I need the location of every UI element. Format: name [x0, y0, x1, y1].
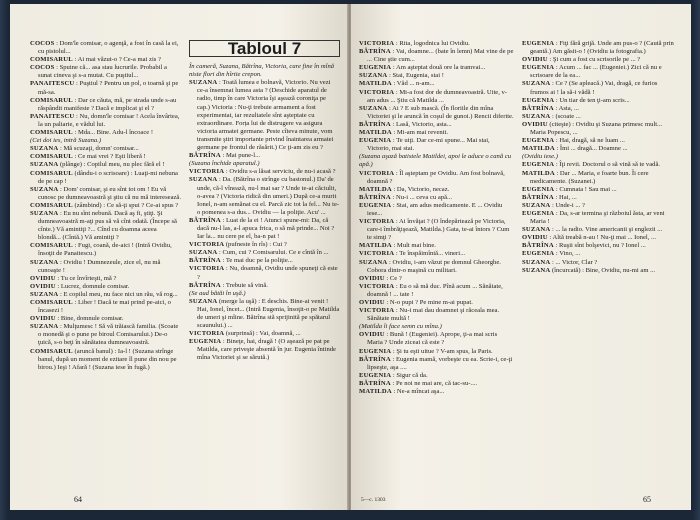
dialogue-text: : Îmi ... dragă... Doamne ... — [556, 145, 628, 153]
dialogue-text: (surprinsă) : Vai, doamnă, ... — [225, 330, 301, 338]
speaker-name: BĂTRÎNA — [359, 379, 391, 387]
dialogue-text: : Stai, Eugenia, stai ! — [388, 72, 444, 80]
dialogue-text: : Hai, ... — [555, 193, 577, 201]
speaker-name: BĂTRÎNA — [189, 152, 221, 160]
dialogue-text: : Spuine că... asa stau lucrurile. Probabil a sunat cineva şi s-a mutat. Cu puştiul... — [38, 64, 167, 80]
speaker-name: MATILDA — [359, 388, 392, 396]
dialogue-line — [359, 380, 514, 388]
speaker-name: SUZANA — [30, 161, 59, 169]
stage-direction: (Se aud bătăi în uşă.) — [189, 289, 246, 297]
dialogue-text: : Rita, logodnica lui Ovidiu. — [395, 40, 470, 47]
dialogue-text: : Pe noi ne mai are, că tac-su-.... — [392, 379, 478, 387]
dialogue-line — [359, 372, 514, 380]
dialogue-text: : Un tiar de ten ţi-am scris... — [555, 96, 630, 104]
speaker-name: COMISARUL — [30, 169, 73, 177]
dialogue-line — [522, 64, 677, 80]
dialogue-text: : Acum ... fac ... (Eugeniei.) Zici că nu e scrisoare de la ea... — [530, 64, 662, 80]
speaker-name: MATILDA — [522, 145, 555, 153]
dialogue-text: : Liber ! Dacă te mai prind pe-aici, o încasezi ! — [38, 299, 171, 315]
dialogue-text: (dându-i o scrisoare) : Luaţi-mi nebuna de pe cap ! — [38, 169, 178, 185]
speaker-name: EUGENIA — [522, 209, 555, 217]
speaker-name: COMISARUL — [30, 56, 73, 64]
speaker-name: OVIDIU — [359, 331, 385, 339]
dialogue-text: : ... Victor, Clar ? — [551, 258, 598, 266]
dialogue-line — [189, 282, 340, 290]
speaker-name: VICTORIA — [189, 265, 225, 273]
dialogue-line — [30, 170, 181, 186]
dialogue-text: : Dar ... Maria, e foarte bun. Îi cere medicamente. (Suzanei.) — [530, 169, 649, 185]
dialogue-line — [189, 257, 340, 265]
dialogue-text: (citeşte) : Ovidiu şi Suzana primesc mult... Maria Popescu, ... — [530, 120, 663, 137]
dialogue-text: : Nu-i mai dau doamnei şi răceala mea. Sănătate multă ! — [367, 307, 500, 323]
speaker-name: EUGENIA — [359, 201, 392, 209]
dialogue-text: : Trebuie să vină. — [222, 281, 268, 289]
dialogue-text: : Altă treabă n-au ! Nu-ţi mai ... Ionel, ... — [549, 234, 656, 242]
speaker-name: SUZANA — [189, 79, 218, 87]
speaker-name: EUGENIA — [522, 250, 555, 258]
dialogue-line — [522, 267, 677, 275]
dialogue-text: : Fiţi fără grijă. Unde am pus-o ? (Caută prin geantă.) Am găsit-o ! (Ovidiu ia fotografia.) — [530, 40, 674, 56]
dialogue-text: : Hai, dragă, să ne luam ... — [555, 137, 625, 145]
dialogue-text: : Eu o să mă duc. Pînă acum ... Sănătate, doamnă ! ... tate ! — [367, 282, 503, 298]
dialogue-text: : Mă scuzaţi, domn' comisar... — [59, 145, 139, 153]
dialogue-text: : Ce ? — [386, 274, 402, 282]
dialogue-line — [359, 64, 514, 72]
dialogue-text: : Ruşii sînt bolşevici, nu ? Ionel ... — [555, 242, 646, 250]
dialogue-line — [30, 348, 181, 372]
dialogue-line — [359, 202, 514, 218]
dialogue-line — [359, 48, 514, 64]
dialogue-text: : Da, Victorio, necaz. — [393, 185, 450, 193]
speaker-name: SUZANA — [522, 112, 551, 120]
speaker-name: OVIDIU — [30, 315, 56, 323]
dialogue-line — [359, 194, 514, 202]
dialogue-text: : Da, s-ar termina şi războiul ăsta, ar veni Maria ! — [530, 209, 665, 226]
speaker-name: SUZANA — [522, 258, 551, 266]
dialogue-line — [522, 186, 677, 194]
dialogue-line — [30, 56, 181, 64]
dialogue-line — [189, 176, 340, 216]
dialogue-text: : Ce ? (Se apleacă.) Vai, dragă, ce furios frumos ai ! la să-i vădă ! — [530, 80, 658, 96]
speaker-name: VICTORIA — [359, 169, 395, 177]
dialogue-line — [359, 137, 514, 153]
dialogue-text: : Luat de la ei ! Atunci spune-mi: Da, că dacă nu-l las, a-l apuca frica, o să mă prinde... Noi ? Iar la... nu cere pe el, ba-n pat ! — [197, 216, 335, 241]
dialogue-text: : Mai pune-l... — [222, 152, 261, 160]
speaker-name: EUGENIA — [189, 338, 222, 346]
speaker-name: SUZANA — [30, 258, 59, 266]
dialogue-line — [30, 242, 181, 258]
dialogue-text: : Dom'le comisar, o agenţă, a fost în casă la ei, cu pistolul... — [38, 40, 179, 56]
page-number-right: 65 — [643, 495, 651, 504]
dialogue-line — [522, 80, 677, 96]
dialogue-text: : Dar ce căuta, mă, pe strada unde s-au răspândit manifeste ? Dacă e implicat şi el ? — [38, 96, 177, 112]
dialogue-line — [189, 330, 340, 338]
dialogue-text: (plânge) : Copilul meu, nu plec fără el ! — [59, 161, 165, 169]
right-page — [351, 4, 691, 510]
dialogue-text: : Eugenia mamă, vorbeşte cu ea. Scrie-i, ce-ţi lipseşte, aşa .... — [367, 355, 513, 371]
dialogue-line — [359, 40, 514, 48]
speaker-name: EUGENIA — [522, 96, 555, 104]
dialogue-line — [522, 250, 677, 258]
dialogue-line — [359, 105, 514, 121]
dialogue-text: : Ne-a mîncat aşa... — [393, 388, 445, 396]
speaker-name: PANAITESCU — [30, 112, 75, 120]
speaker-name: SUZANA — [30, 323, 59, 331]
speaker-name: SUZANA — [359, 72, 388, 80]
speaker-name: OVIDIU — [30, 282, 56, 290]
dialogue-line — [359, 89, 514, 105]
speaker-name: OVIDIU — [359, 299, 385, 306]
speaker-name: VICTORIA — [189, 241, 225, 249]
stage-direction: (Matilda îi face semn cu mîna.) — [359, 323, 442, 331]
speaker-name: EUGENIA — [359, 371, 392, 379]
dialogue-line — [30, 202, 181, 210]
dialogue-line — [189, 338, 340, 362]
dialogue-text: : Mi-am mai revenit. — [393, 129, 449, 137]
dialogue-line — [30, 299, 181, 315]
dialogue-text: (pufneste în rîs) : Cui ? — [225, 241, 287, 249]
stage-direction: (Suzana închide aparatul.) — [189, 160, 260, 168]
dialogue-line — [522, 97, 677, 105]
dialogue-line — [30, 129, 181, 137]
dialogue-text: : Ai învăţat ? (O îndepărtează pe Victoria, care-i îmbrăţişează, Matilda.) Gata, te-ai întors ? Cum te simţi ? — [367, 218, 510, 242]
dialogue-text: : Te mai duc pe la poliţie... — [222, 257, 293, 265]
speaker-name: COMISARUL — [30, 242, 73, 250]
dialogue-text: : Îl aşteptam pe Ovidiu. Am fost bolnavă, doamnă ? — [367, 169, 505, 185]
speaker-name: VICTORIA — [189, 168, 225, 176]
dialogue-text: : Bine, domnule comisar. — [57, 315, 124, 323]
dialogue-text: : Mi-a fost dor de dumneavoastră. Uite, v-am adus ... Ştiu că Matilda ... — [367, 88, 507, 104]
dialogue-line — [359, 186, 514, 194]
dialogue-line — [522, 210, 677, 226]
dialogue-text: : Eu nu sînt nebună. Dacă aş fi, ştiţi. Şi dumneavoastră m-aţi pus să vă cînt odată. (Începe să cînte.) Vă amintiţi ?... Cînd cu doamna aceea blondă... (Cîntă.) Vă amintiţi ? — [38, 209, 177, 242]
speaker-name: BĂTRÎNA — [522, 193, 554, 201]
dialogue-line — [359, 129, 514, 137]
dialogue-line — [359, 170, 514, 186]
dialogue-line — [189, 152, 340, 160]
dialogue-text: : Nu, doamnă, Ovidiu unde spuneţi că este ? — [197, 265, 338, 281]
dialogue-text: : Mulţumesc ! Să vă trăiască familia. (Scoate o monedă şi o pune pe biroul Comisarului.) De-o ţuică, s-o beţi în sănătatea dumneavoastră. — [38, 323, 179, 347]
dialogue-line — [522, 40, 677, 56]
dialogue-text: (zâmbind) : Ce să-ţi spui ? Ce-ai spus ? — [74, 201, 179, 209]
speaker-name: BĂTRÎNA — [359, 193, 391, 201]
speaker-name: SUZANA — [189, 249, 218, 257]
speaker-name: VICTORIA — [359, 282, 395, 290]
speaker-name: EUGENIA — [522, 40, 555, 47]
dialogue-line — [522, 242, 677, 250]
dialogue-text: : Şi tu eşti uitue ? V-am spus, la Paris. — [392, 347, 493, 355]
dialogue-line — [522, 194, 677, 202]
speaker-name: OVIDIU — [522, 234, 548, 242]
printer-signature: 5—c. 1303 — [361, 497, 386, 503]
dialogue-line — [30, 97, 181, 113]
dialogue-text: : Şi cum a fost cu scrisorile pe ... ? — [549, 56, 641, 64]
dialogue-line — [359, 299, 514, 307]
dialogue-text: : Ai mai văzut-o ? Ce-a mai zis ? — [74, 56, 161, 64]
dialogue-text: : E copilul meu, nu face nici un rău, vă rog... — [59, 290, 178, 298]
dialogue-line — [30, 323, 181, 347]
speaker-name: EUGENIA — [359, 347, 392, 355]
dialogue-text: (aruncă banul) : Ia-l ! (Suzana strînge banul, după un moment de ezitare îl pune din nou pe birou.) Ieşi ! Afară ! (Suzana iese în fugă.) — [38, 347, 177, 371]
speaker-name: EUGENIA — [522, 185, 555, 193]
dialogue-line — [30, 145, 181, 153]
dialogue-text: : Sigur că da. — [392, 371, 428, 379]
dialogue-line — [522, 259, 677, 267]
dialogue-line — [30, 283, 181, 291]
speaker-name: MATILDA — [522, 169, 555, 177]
dialogue-text: : Mult mai bine. — [393, 242, 436, 250]
dialogue-text: : Vino, ... — [555, 250, 581, 258]
speaker-name: SUZANA — [189, 297, 218, 305]
left-page-column-2 — [189, 40, 340, 372]
stage-direction: (Cei doi ies, intră Suzana.) — [30, 137, 102, 145]
dialogue-text: : Stai, am adus medicamente. E ... Ovidiu iese... — [367, 201, 503, 217]
dialogue-text: : Ovidiu, i-am văzut pe domnul Gheorghe. Cobora dintr-o maşină cu militari. — [367, 258, 501, 274]
left-page-columns — [30, 40, 340, 372]
dialogue-text: : Îţi revii. Doctorul o să vină să te vadă. — [555, 161, 661, 169]
dialogue-line — [522, 202, 677, 210]
dialogue-line — [359, 283, 514, 299]
speaker-name: BĂTRÎNA — [359, 120, 391, 128]
dialogue-line — [522, 56, 677, 64]
dialogue-line — [189, 265, 340, 281]
stage-direction: În cameră, Suzana, Bătrîna, Victoria, care fine în mînă niste flori din hîrtie crepon. — [189, 63, 335, 79]
dialogue-text: : Toată lumea e bolnavă, Victorio. Nu vezi ce-a însemnat lumea asta ? (Deschide aparatul de radio, timp în care Victoria îşi aşează coroniţa pe cap.) Victoria : Nu-ţi trebuie armament a fost experimentat, iar rezultatele sînt aşteptate cu extraordinare. Forța lui de distrugere va asigura victoria armatei germane. Peste cîteva minute, vom transmite ştiri importante privind înaintarea armatei germane pe frontul de răsărit.) Ce ţi-am zis eu ? — [197, 79, 334, 152]
dialogue-line — [522, 113, 677, 121]
dialogue-text: : Vai, doamne... (bate în lemn) Mai vine de pe ... Cine ştie cum... — [367, 48, 514, 64]
dialogue-line — [30, 291, 181, 299]
speaker-name: BĂTRÎNA — [359, 48, 391, 56]
dialogue-line — [359, 121, 514, 129]
speaker-name: COMISARUL — [30, 299, 73, 306]
dialogue-line — [30, 113, 181, 129]
speaker-name: SUZANA — [30, 185, 59, 193]
speaker-name: SUZANA — [359, 258, 388, 266]
speaker-name: MATILDA — [359, 185, 392, 193]
dialogue-line — [522, 105, 677, 113]
speaker-name: COMISARUL — [30, 96, 73, 104]
dialogue-line — [522, 121, 677, 137]
dialogue-line — [522, 145, 677, 153]
dialogue-line — [522, 137, 677, 145]
dialogue-line — [359, 356, 514, 372]
stage-direction: (Suzana aşază batistele Matildei, apoi le aduce o cană cu apă.) — [359, 153, 511, 169]
dialogue-line — [359, 80, 514, 88]
speaker-name: EUGENIA — [522, 137, 555, 145]
dialogue-text: : Lucrez, domnule comisar. — [57, 282, 130, 290]
dialogue-text: : Nu-i ... ceva cu apă... — [392, 193, 452, 201]
dialogue-text: : Nu, domn'le comisar ! Acela învârtea, la un paliarie, e vădul lui. — [38, 112, 180, 128]
dialogue-line — [359, 307, 514, 323]
dialogue-text: : Da. (Bătrîna o strînge cu bastonul.) Da' de unde, că-l vînează, nu-l mai sar ? Unde te-ai căciulit, o-avea ? (Victoria ridică din umeri.) După ce-a murit Ionel, n-am semănat cu el. Parcă zic tot la fel... Nu te-o pomenea s-a dus... Ovidiu — la poliţie. Acu' ... — [197, 176, 340, 216]
dialogue-line — [30, 186, 181, 202]
dialogue-text: : Cum, cui ? Comisarului. Ce e cîntă în ... — [218, 249, 329, 257]
dialogue-text: : ... la radio. Vine americanii şi englezii ... — [551, 226, 663, 234]
speaker-name: VICTORIA — [359, 218, 395, 226]
dialogue-line — [189, 298, 340, 330]
speaker-name: BĂTRÎNA — [189, 257, 221, 265]
speaker-name: OVIDIU — [359, 274, 385, 282]
speaker-name: SUZANA — [522, 80, 551, 88]
speaker-name: BĂTRÎNA — [522, 242, 554, 250]
speaker-name: VICTORIA — [359, 40, 395, 47]
speaker-name: SUZANA — [522, 266, 551, 274]
dialogue-text: : Lasă, Victorio, asta... — [392, 120, 452, 128]
dialogue-line — [522, 161, 677, 169]
speaker-name: COMISARUL — [30, 201, 73, 209]
speaker-name: COCOS — [30, 40, 55, 47]
speaker-name: MATILDA — [359, 129, 392, 137]
dialogue-line — [359, 348, 514, 356]
right-page-column-2 — [522, 40, 677, 396]
speaker-name: VICTORIA — [359, 307, 395, 315]
speaker-name: SUZANA — [30, 290, 59, 298]
speaker-name: MATILDA — [359, 80, 392, 88]
dialogue-line — [522, 226, 677, 234]
speaker-name: PANAITESCU — [30, 80, 75, 88]
dialogue-text: : Unde-i ... ? — [551, 201, 585, 209]
speaker-name: SUZANA — [522, 226, 551, 234]
dialogue-line — [30, 80, 181, 96]
speaker-name: COMISARUL — [30, 153, 73, 161]
speaker-name: OVIDIU — [522, 56, 548, 64]
dialogue-text: : Ovidiu ! Dumnezeule, zice el, nu mă cunoaşte ! — [38, 258, 161, 274]
dialogue-text: : (scoate ... — [551, 112, 581, 120]
dialogue-line — [359, 388, 514, 396]
dialogue-line — [359, 275, 514, 283]
dialogue-text: : N-o pupi ? Pe mine m-ai pupat. — [386, 299, 473, 306]
speaker-name: SUZANA — [30, 145, 59, 153]
speaker-name: OVIDIU — [30, 274, 56, 282]
dialogue-text: : Te înspăimîntă... vineri... — [395, 250, 466, 258]
dialogue-line — [359, 259, 514, 275]
dialogue-line — [30, 40, 181, 56]
dialogue-line — [30, 210, 181, 242]
dialogue-line — [30, 64, 181, 80]
dialogue-line — [189, 241, 340, 249]
left-page — [10, 4, 348, 510]
dialogue-text: : Ai ? E sub mască. (În floriile din mîna Victoriei şi le aruncă în coşul de gunoi.) Rencii diferite. — [367, 104, 514, 120]
dialogue-text: : Tu ce învîrteşti, mă ? — [57, 274, 117, 282]
dialogue-line — [359, 72, 514, 80]
dialogue-line — [359, 242, 514, 250]
right-page-column-1 — [359, 40, 514, 396]
dialogue-text: : Puştiul ? Pentru un pol, o toarnă şi pe mă-sa. — [38, 80, 179, 96]
dialogue-text: (încurcată) : Bine, Ovidiu, nu-mi am ... — [551, 266, 656, 274]
speaker-name: OVIDIU — [522, 120, 548, 128]
speaker-name: BĂTRÎNA — [359, 355, 391, 363]
dialogue-text: : Am aşteptat două ore la tramvai... — [392, 64, 486, 72]
dialogue-line — [189, 217, 340, 241]
dialogue-line — [30, 153, 181, 161]
dialogue-text: : Mda... Bine. Adu-l încoace ! — [74, 129, 154, 137]
dialogue-line — [189, 168, 340, 176]
page-number-left: 64 — [74, 495, 82, 504]
speaker-name: VICTORIA — [359, 88, 395, 96]
speaker-name: EUGENIA — [359, 64, 392, 72]
dialogue-line — [359, 331, 514, 347]
dialogue-line — [30, 315, 181, 323]
speaker-name: COMISARUL — [30, 347, 73, 355]
dialogue-text: : Ce mai vrei ? Eşti liberă ! — [74, 153, 146, 161]
speaker-name: SUZANA — [522, 201, 551, 209]
speaker-name: COCOS — [30, 64, 55, 72]
speaker-name: SUZANA — [359, 104, 388, 112]
dialogue-line — [359, 218, 514, 242]
speaker-name: VICTORIA — [189, 330, 225, 338]
dialogue-line — [522, 170, 677, 186]
dialogue-line — [30, 259, 181, 275]
speaker-name: BĂTRÎNA — [189, 216, 221, 224]
dialogue-text: : Ovidiu s-a lăsat serviciu, de nu-i acasă ? — [225, 168, 336, 176]
dialogue-line — [189, 79, 340, 152]
speaker-name: COMISARUL — [30, 129, 73, 137]
left-page-column-1 — [30, 40, 181, 372]
speaker-name: BĂTRÎNA — [189, 281, 221, 289]
speaker-name: EUGENIA — [359, 137, 392, 145]
dialogue-text: : Fugi, coană, de-aici ! (Intră Ovidiu, însoţit de Panaitescu.) — [38, 242, 172, 258]
dialogue-line — [30, 275, 181, 283]
dialogue-text: : Cumnata ! Sau mai ... — [555, 185, 617, 193]
stage-direction: (Ovidiu iese.) — [522, 153, 558, 161]
dialogue-text: : Dom' comisar, şi eu sînt tot om ! Eu vă cunosc pe dumneavoastră şi ştiu că nu mă interesează. — [38, 185, 181, 201]
dialogue-text: : Te uiţi. Dar ce-mi spune... Mai stai, Victorio, mai stai. — [367, 137, 490, 153]
dialogue-text: : Bineţe, hai, dragă ! (O aşează pe pat pe Matilda, care priveşte absentă în jur. Eugenia întinde mîna Victoriei şi se sărută.) — [197, 338, 336, 362]
speaker-name: BĂTRÎNA — [522, 104, 554, 112]
dialogue-line — [359, 250, 514, 258]
dialogue-line — [30, 161, 181, 169]
speaker-name: SUZANA — [30, 209, 59, 217]
dialogue-text: (merge la uşă) : E deschis. Bine-ai venit ! Hai, Ionel, încet... (Intră Eugenia, însoţit-o pe Matilda de umeri şi mîine. Bătrîna stă sprijinită pe spătarul scaunului.) ... — [197, 297, 340, 330]
dialogue-text: : Asta, ... — [555, 104, 579, 112]
speaker-name: SUZANA — [189, 176, 218, 184]
dialogue-text: : Văd ... n-am... — [393, 80, 435, 88]
speaker-name: VICTORIA — [359, 250, 395, 258]
speaker-name: MATILDA — [359, 242, 392, 250]
dialogue-text: : Bună ! (Eugeniei). Aprope, ţi-a mai scris Maria ? Unde ziceai că este ? — [367, 331, 498, 347]
right-page-columns — [359, 40, 677, 396]
speaker-name: EUGENIA — [522, 161, 555, 169]
scene-title: Tabloul 7 — [189, 40, 340, 57]
speaker-name: EUGENIA — [522, 64, 555, 72]
